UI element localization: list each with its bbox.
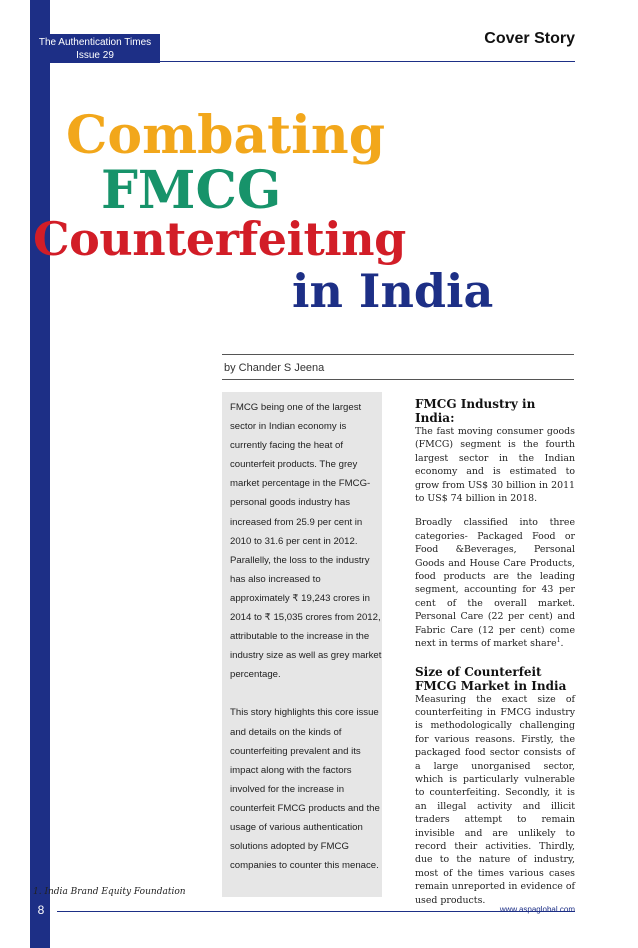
publication-name: The Authentication Times (38, 37, 152, 48)
abstract-paragraph-2: This story highlights this core issue and details on the kinds of counterfeiting prevalent and its impact along with the factors involved for the increase in counterfeit FMCG products and the usage of various authentication solutions adopted by FMCG companies to counter this menace. (230, 707, 380, 872)
title-line-counterfeiting: Counterfeiting (33, 212, 406, 266)
title-line-combating: Combating (66, 105, 386, 166)
heading-size-of-market: Size of Counterfeit FMCG Market in India (415, 664, 567, 693)
byline: by Chander S Jeena (224, 362, 325, 374)
header-rule (160, 61, 575, 62)
footer-rule (57, 911, 575, 912)
abstract-text (230, 398, 382, 894)
issue-number: Issue 29 (76, 50, 114, 61)
article-paragraph-3: Measuring the exact size of counterfeiting in FMCG industry is methodologically challenging for various reasons. Firstly, the packaged food sector consists of a large unorganised sector, which is particularly vulnerable to counterfeiting. Secondly, it is an illegal activity and illicit traders attempt to remain invisible and are unlikely to record their activities. Thirdly, due to the nature of industry, most of the times various cases remain unreported in evidence of used products. (415, 693, 575, 906)
article-paragraph-2-end: . (560, 638, 564, 650)
abstract-paragraph-1: FMCG being one of the largest sector in Indian economy is currently facing the heat of counterfeit products. The grey market percentage in the FMCG-personal goods industry has increased from 25.9 per cent in 2010 to 31.6 per cent in 2012. Parallelly, the loss to the industry has also increased to approximately ₹ 19,243 crores in 2014 to ₹ 15,035 crores from 2012, attributable to the increase in the industry size as well as grey market percentage. (230, 402, 382, 681)
article-column (415, 397, 575, 907)
byline-top-rule (222, 354, 574, 355)
byline-bottom-rule (222, 379, 574, 380)
heading-fmcg-industry: FMCG Industry in India: (415, 397, 536, 425)
footnote: 1. India Brand Equity Foundation (33, 887, 186, 897)
section-label: Cover Story (484, 30, 575, 47)
title-line-fmcg: FMCG (101, 160, 282, 221)
article-paragraph-1: The fast moving consumer goods (FMCG) segment is the fourth largest sector in the Indian economy and is estimated to grow from US$ 30 billion in 2011 to US$ 74 billion in 2018. (415, 426, 575, 505)
page-number: 8 (37, 903, 45, 917)
footnote-ref: 1 (556, 636, 561, 644)
sidebar-strip (30, 0, 50, 948)
article-paragraph-2-text: Broadly classified into three categories- Packaged Food or Food &Beverages, Personal Goods and House Care Products, food products are the leading segment, accounting for 43 per cent of the overall market. Personal Care (22 per cent) and Fabric Care (12 per cent) come next in terms of market share (415, 517, 575, 650)
article-paragraph-2 (415, 516, 575, 650)
website-link[interactable]: www.aspaglobal.com (499, 905, 575, 914)
title-line-in-india: in India (292, 264, 494, 318)
masthead-box (30, 34, 160, 63)
